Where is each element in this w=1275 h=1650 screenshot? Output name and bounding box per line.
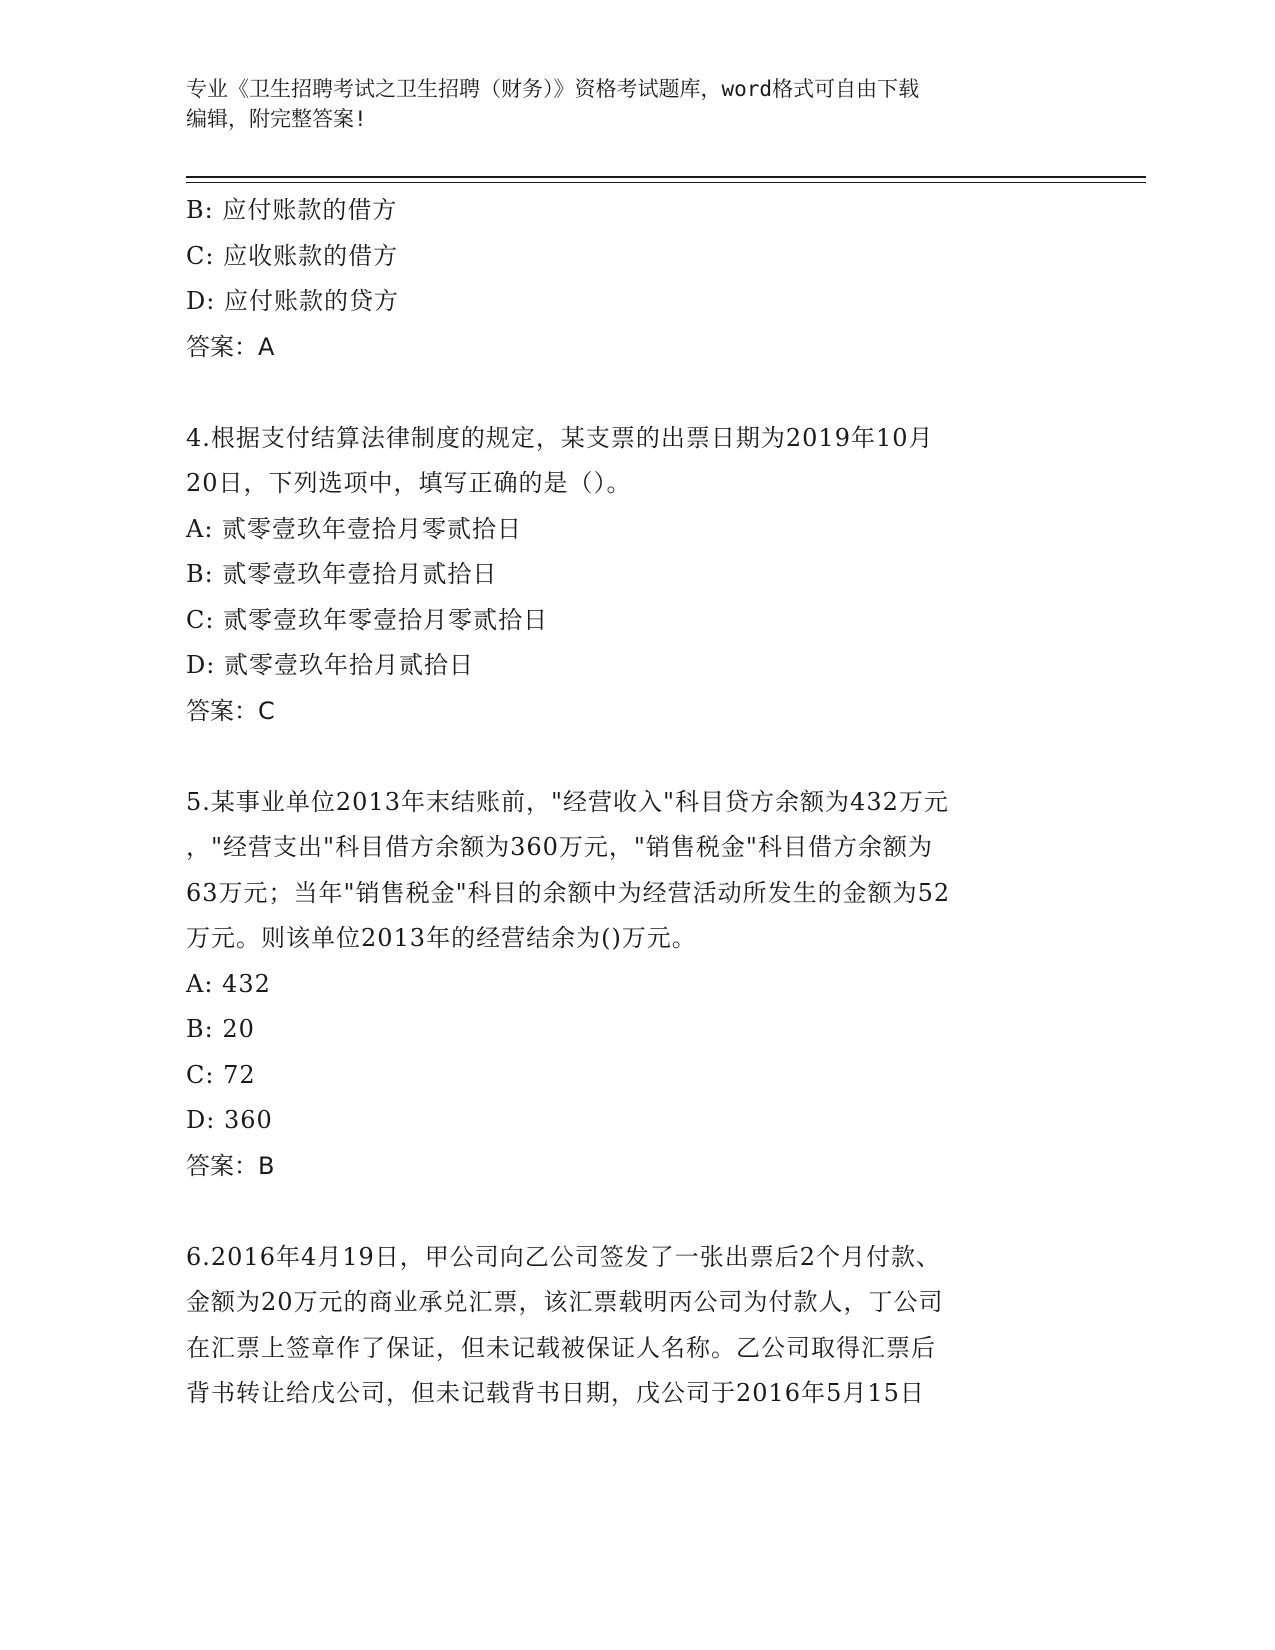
question-stem-line: 背书转让给戊公司，但未记载背书日期，戊公司于2016年5月15日	[186, 1379, 925, 1407]
question-6	[186, 1235, 1086, 1417]
question-3-tail	[186, 188, 1086, 370]
header-divider-thick	[186, 176, 1146, 178]
spacer	[186, 734, 1086, 780]
option-a: A: 432	[186, 969, 271, 998]
question-stem-line: 在汇票上签章作了保证，但未记载被保证人名称。乙公司取得汇票后	[186, 1333, 936, 1362]
question-stem-line: 20日，下列选项中，填写正确的是（）。	[186, 469, 632, 497]
question-stem-line: 5.某事业单位2013年末结账前，"经营收入"科目贷方余额为432万元	[186, 787, 949, 816]
question-stem-line: ，"经营支出"科目借方余额为360万元，"销售税金"科目借方余额为	[186, 833, 933, 861]
option-d: D: 360	[186, 1106, 273, 1134]
question-4	[186, 416, 1086, 735]
header-divider-thin	[186, 182, 1146, 183]
question-stem-line: 万元。则该单位2013年的经营结余为()万元。	[186, 924, 697, 952]
answer-label: 答案：C	[186, 696, 275, 725]
option-a: A: 贰零壹玖年壹拾月零贰拾日	[186, 514, 523, 543]
answer-label: 答案：A	[186, 332, 275, 361]
option-b: B: 20	[186, 1015, 255, 1043]
option-c: C: 72	[186, 1060, 256, 1089]
question-stem-line: 6.2016年4月19日，甲公司向乙公司签发了一张出票后2个月付款、	[186, 1242, 942, 1271]
question-stem-line: 金额为20万元的商业承兑汇票，该汇票载明丙公司为付款人，丁公司	[186, 1288, 944, 1316]
question-list	[186, 188, 1086, 1417]
question-stem-line: 63万元；当年"销售税金"科目的余额中为经营活动所发生的金额为52	[186, 878, 951, 907]
option-c: C: 应收账款的借方	[186, 241, 399, 270]
question-5	[186, 780, 1086, 1190]
document-header	[186, 74, 1066, 134]
option-c: C: 贰零壹玖年零壹拾月零贰拾日	[186, 605, 549, 634]
spacer	[186, 1189, 1086, 1235]
question-stem-line: 4.根据支付结算法律制度的规定，某支票的出票日期为2019年10月	[186, 423, 934, 452]
header-title-line-1: 专业《卫生招聘考试之卫生招聘（财务）》资格考试题库，word格式可自由下载	[186, 77, 920, 101]
header-title-line-2: 编辑，附完整答案!	[186, 107, 367, 131]
answer-label: 答案：B	[186, 1151, 275, 1180]
spacer	[186, 370, 1086, 416]
option-b: B: 应付账款的借方	[186, 196, 398, 224]
option-b: B: 贰零壹玖年壹拾月贰拾日	[186, 560, 498, 588]
option-d: D: 应付账款的贷方	[186, 287, 399, 315]
option-d: D: 贰零壹玖年拾月贰拾日	[186, 651, 474, 679]
